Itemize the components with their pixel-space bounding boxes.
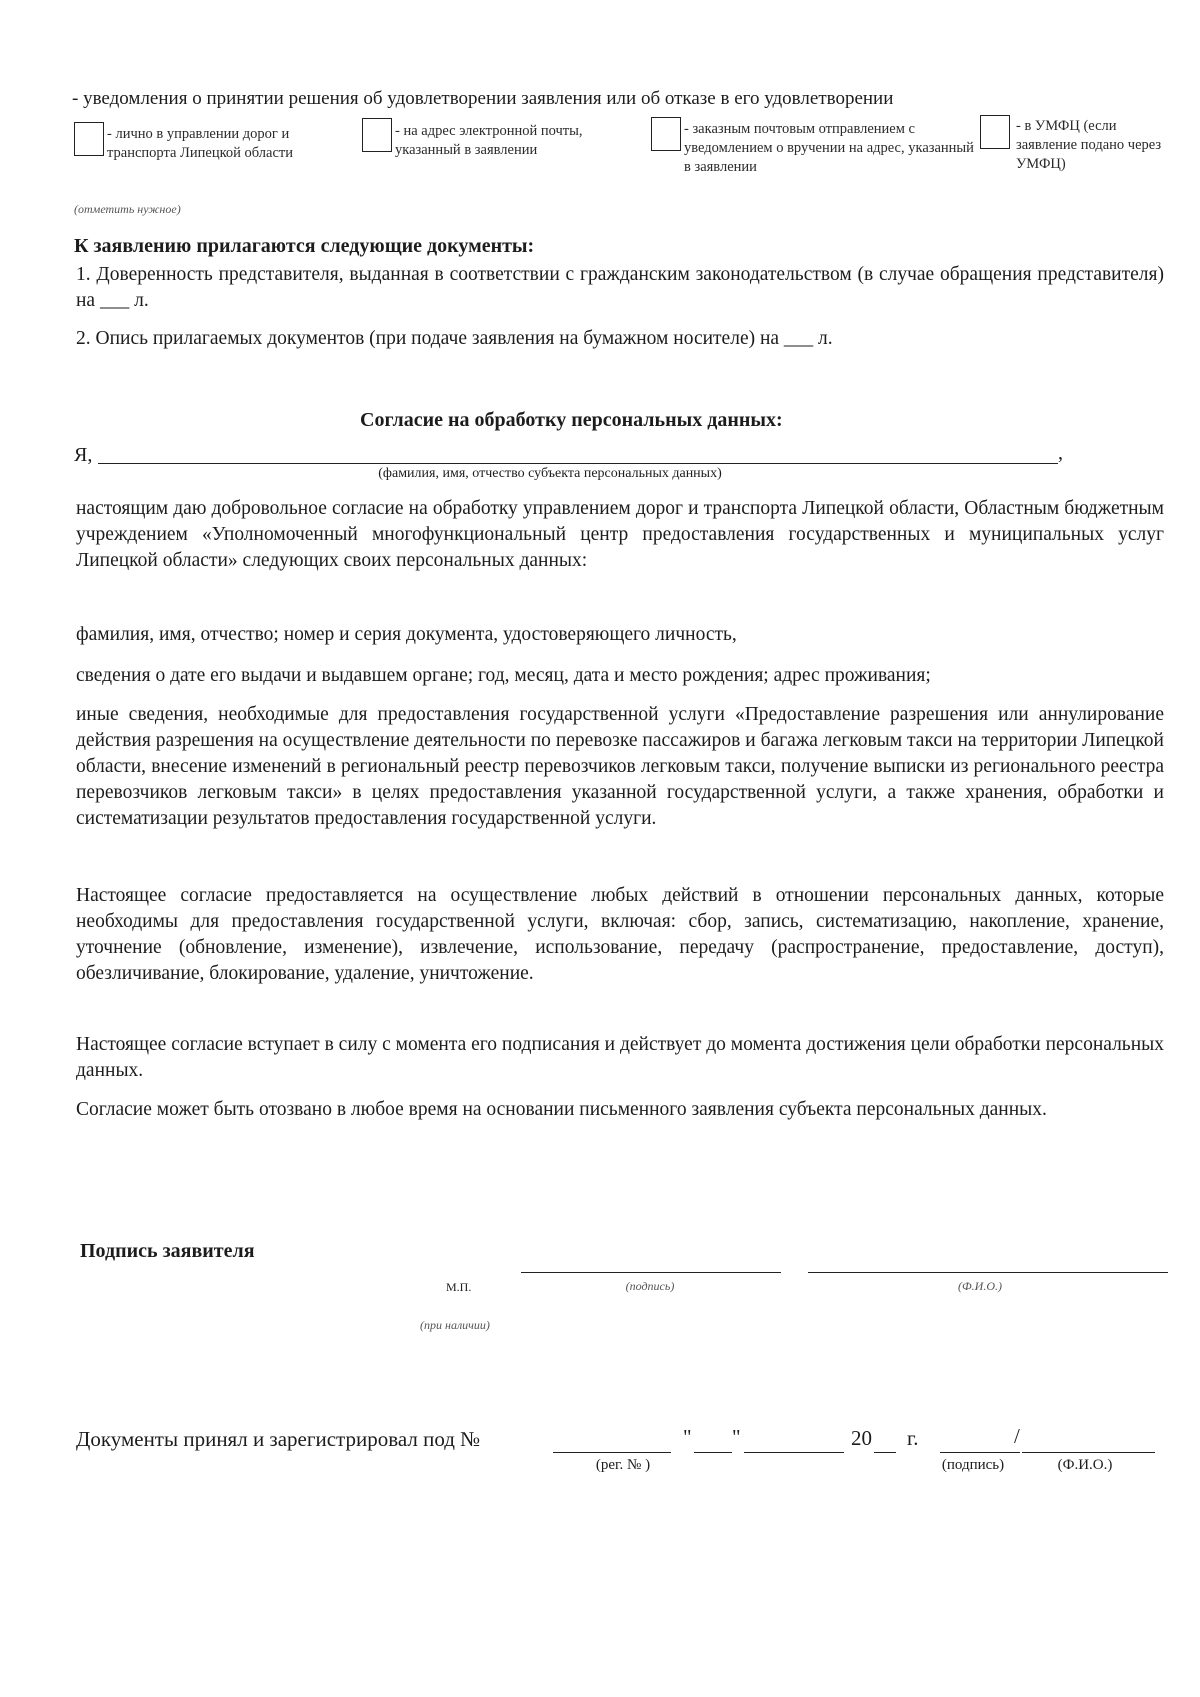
registration-month-line[interactable] bbox=[744, 1452, 844, 1453]
registration-fio-caption: (Ф.И.О.) bbox=[1057, 1457, 1113, 1473]
registration-year-prefix: 20 bbox=[851, 1426, 872, 1450]
registration-year-suffix: г. bbox=[907, 1426, 919, 1450]
registration-slash: / bbox=[1014, 1424, 1020, 1448]
consent-paragraph-2: фамилия, имя, отчество; номер и серия документа, удостоверяющего личность, bbox=[76, 624, 737, 645]
checkbox-in-person[interactable] bbox=[74, 122, 104, 156]
registration-text: Документы принял и зарегистрировал под № bbox=[76, 1427, 481, 1451]
consent-paragraph-4: иные сведения, необходимые для предоставления государственной услуги «Предоставление разрешения или аннулирование действия разрешения на осуществление деятельности по перевозке пассажиров и багажа легковым такси на территории Липецкой области, внесение изменений в региональный реестр перевозчиков легковым такси, получение выписки из регионального реестра перевозчиков легковым такси» в целях предоставления указанной государственной услуги, а также хранения, обработки и систематизации результатов предоставления государственной услуги. bbox=[76, 704, 1164, 829]
signature-mp: М.П. bbox=[446, 1280, 472, 1294]
signature-fio-caption: (Ф.И.О.) bbox=[958, 1279, 1002, 1293]
registration-sign-line[interactable] bbox=[940, 1452, 1020, 1453]
consent-ya: Я, bbox=[74, 444, 93, 466]
consent-paragraph-7: Согласие может быть отозвано в любое время на основании письменного заявления субъекта персональных данных. bbox=[76, 1099, 1047, 1120]
signature-heading: Подпись заявителя bbox=[80, 1240, 255, 1262]
registration-quote-open: " bbox=[683, 1425, 692, 1449]
consent-name-line[interactable] bbox=[98, 463, 1058, 464]
notification-header: - уведомления о принятии решения об удовлетворении заявления или об отказе в его удовлетворении bbox=[72, 88, 894, 109]
consent-heading: Согласие на обработку персональных данных: bbox=[360, 409, 783, 431]
option-email-label: - на адрес электронной почты, указанный в заявлении bbox=[395, 123, 583, 158]
signature-sign-caption: (подпись) bbox=[625, 1279, 675, 1293]
registration-quote-close: " bbox=[732, 1425, 741, 1449]
option-umfc-label: - в УМФЦ (если заявление подано через УМФЦ) bbox=[1016, 118, 1162, 172]
consent-paragraph-5: Настоящее согласие предоставляется на осуществление любых действий в отношении персональных данных, которые необходимы для предоставления государственной услуги, включая: сбор, запись, систематизацию, накопление, хранение, уточнение (обновление, изменение), извлечение, использование, передачу (распространение, предоставление, доступ), обезличивание, блокирование, удаление, уничтожение. bbox=[76, 885, 1164, 984]
attachments-heading: К заявлению прилагаются следующие документы: bbox=[74, 235, 535, 257]
consent-comma: , bbox=[1058, 442, 1063, 464]
checkbox-umfc[interactable] bbox=[980, 115, 1010, 149]
signature-fio-line[interactable] bbox=[808, 1272, 1168, 1273]
attachment-item-2: 2. Опись прилагаемых документов (при подаче заявления на бумажном носителе) на ___ л. bbox=[76, 328, 833, 349]
option-in-person-label: - лично в управлении дорог и транспорта Липецкой области bbox=[107, 126, 294, 161]
consent-paragraph-6: Настоящее согласие вступает в силу с момента его подписания и действует до момента достижения цели обработки персональных данных. bbox=[76, 1034, 1164, 1081]
registration-day-line[interactable] bbox=[694, 1452, 732, 1453]
attachment-item-1: 1. Доверенность представителя, выданная в соответствии с гражданским законодательством (в случае обращения представителя) на ___ л. bbox=[76, 264, 1164, 311]
registration-sign-caption: (подпись) bbox=[941, 1457, 1005, 1473]
option-registered-mail-label: - заказным почтовым отправлением с уведомлением о вручении на адрес, указанный в заявлении bbox=[684, 121, 974, 175]
registration-year-line[interactable] bbox=[874, 1452, 896, 1453]
registration-number-caption: (рег. № ) bbox=[595, 1457, 651, 1473]
registration-number-line[interactable] bbox=[553, 1452, 671, 1453]
signature-mp-note: (при наличии) bbox=[420, 1318, 490, 1332]
signature-sign-line[interactable] bbox=[521, 1272, 781, 1273]
checkbox-email[interactable] bbox=[362, 118, 392, 152]
consent-name-caption: (фамилия, имя, отчество субъекта персональных данных) bbox=[378, 466, 722, 481]
consent-paragraph-3: сведения о дате его выдачи и выдавшем органе; год, месяц, дата и место рождения; адрес проживания; bbox=[76, 665, 931, 686]
notification-note: (отметить нужное) bbox=[74, 202, 181, 216]
registration-fio-line[interactable] bbox=[1022, 1452, 1155, 1453]
consent-paragraph-1: настоящим даю добровольное согласие на обработку управлением дорог и транспорта Липецкой области, Областным бюджетным учреждением «Уполномоченный многофункциональный центр предоставления государственных и муниципальных услуг Липецкой области» следующих своих персональных данных: bbox=[76, 498, 1164, 571]
checkbox-registered-mail[interactable] bbox=[651, 117, 681, 151]
